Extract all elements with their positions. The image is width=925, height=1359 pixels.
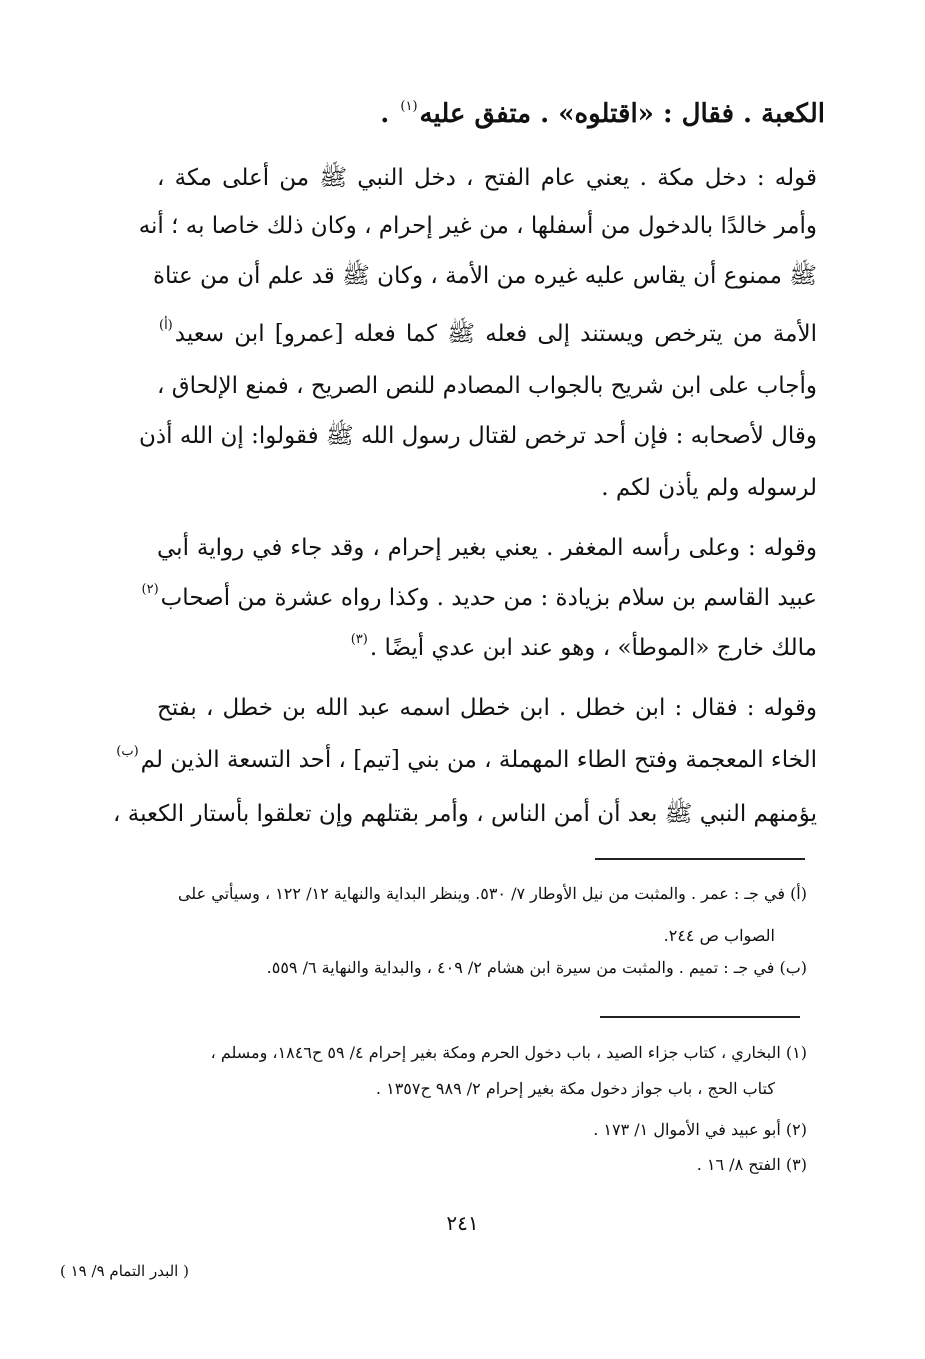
body-line: وأجاب على ابن شريح بالجواب المصادم للنص الصريح ، فمنع الإلحاق ، [157,373,817,399]
body-line: وقوله : فقال : ابن خطل . ابن خطل اسمه عبد الله بن خطل ، بفتح [157,695,817,721]
footnote-ref-1: (١) [400,99,418,114]
heading-text: الكعبة . فقال : «اقتلوه» . متفق عليه [419,99,825,129]
letter-note: (أ) في جـ : عمر . والمثبت من نيل الأوطار ٧/ ٥٣٠. وينظر البداية والنهاية ١٢/ ١٢٢ ، وسيأتي على [177,884,807,903]
page-number: ٢٤١ [446,1211,479,1235]
body-line-with-mark [157,634,817,664]
footnote-divider [595,858,805,860]
letter-note-continuation: الصواب ص ٢٤٤. [663,926,775,945]
body-line-text: الأمة من يترخص ويستند إلى فعله ﷺ كما فعله [عمرو] ابن سعيد [174,321,817,347]
letter-note-ref-b: (ب) [116,744,139,759]
body-line: وقوله : وعلى رأسه المغفر . يعني بغير إحرام ، وقد جاء في رواية أبي [157,535,817,561]
numbered-note: (٢) أبو عبيد في الأموال ١/ ١٧٣ . [593,1120,807,1139]
body-line: ﷺ ممنوع أن يقاس عليه غيره من الأمة ، وكان ﷺ قد علم أن من عتاة [152,263,817,289]
heading-tail: . [380,99,399,129]
footnote-divider [600,1016,800,1018]
body-line: وقال لأصحابه : فإن أحد ترخص لقتال رسول الله ﷺ فقولوا: إن الله أذن [139,423,817,449]
body-line-with-mark [157,320,817,350]
body-line-with-mark [116,744,817,776]
body-line-text: عبيد القاسم بن سلام بزيادة : من حديد . وكذا رواه عشرة من أصحاب [160,585,817,611]
numbered-note: (٣) الفتح ٨/ ١٦ . [696,1155,807,1174]
heading-line [380,99,825,129]
numbered-note: (١) البخاري ، كتاب جزاء الصيد ، باب دخول الحرم ومكة بغير إحرام ٤/ ٥٩ ح١٨٤٦، ومسلم ، [210,1043,807,1062]
letter-note: (ب) في جـ : تميم . والمثبت من سيرة ابن هشام ٢/ ٤٠٩ ، والبداية والنهاية ٦/ ٥٥٩. [266,958,807,977]
volume-mark: ( البدر التمام ٩/ ١٩ ) [60,1262,189,1280]
footnote-ref-3: (٣) [350,632,368,647]
body-line: قوله : دخل مكة . يعني عام الفتح ، دخل النبي ﷺ من أعلى مكة ، [157,165,817,191]
body-line-with-mark [141,582,817,614]
body-line-text: مالك خارج «الموطأ» ، وهو عند ابن عدي أيضًا . [369,635,817,661]
body-line: يؤمنهم النبي ﷺ بعد أن أمن الناس ، وأمر بقتلهم وإن تعلقوا بأستار الكعبة ، [113,801,817,827]
numbered-note-continuation: كتاب الحج ، باب جواز دخول مكة بغير إحرام ٢/ ٩٨٩ ح١٣٥٧ . [375,1079,775,1098]
body-line-text: الخاء المعجمة وفتح الطاء المهملة ، من بني [تيم] ، أحد التسعة الذين لم [140,747,817,773]
footnote-ref-2: (٢) [141,582,159,597]
body-line: وأمر خالدًا بالدخول من أسفلها ، من غير إحرام ، وكان ذلك خاصا به ؛ أنه [138,213,817,239]
letter-note-ref-a: (أ) [159,318,173,333]
body-line: لرسوله ولم يأذن لكم . [601,475,817,501]
